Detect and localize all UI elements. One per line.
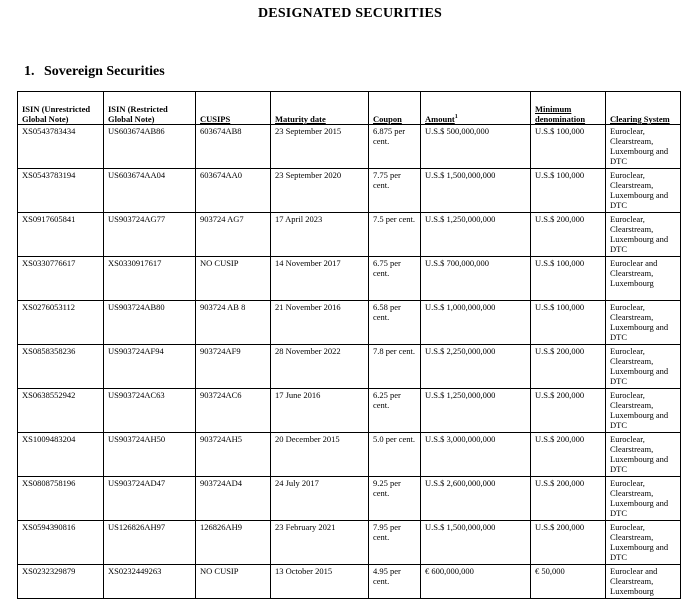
cell-amount: U.S.$ 1,500,000,000 — [421, 521, 531, 565]
table-row — [18, 433, 681, 477]
cell-minimum-denomination: U.S.$ 100,000 — [531, 125, 606, 169]
cell-amount: U.S.$ 2,250,000,000 — [421, 345, 531, 389]
cell-coupon: 6.25 per cent. — [369, 389, 421, 433]
table-row — [18, 125, 681, 169]
cell-isin-unrestricted: XS0858358236 — [18, 345, 104, 389]
cell-clearing-system: Euroclear, Clearstream, Luxembourg and DTC — [606, 345, 681, 389]
cell-amount: U.S.$ 2,600,000,000 — [421, 477, 531, 521]
cell-coupon: 4.95 per cent. — [369, 565, 421, 599]
cell-cusip: 603674AB8 — [196, 125, 271, 169]
cell-amount: U.S.$ 700,000,000 — [421, 257, 531, 301]
cell-amount: € 600,000,000 — [421, 565, 531, 599]
cell-maturity-date: 17 June 2016 — [271, 389, 369, 433]
cell-isin-restricted: US903724AH50 — [104, 433, 196, 477]
cell-isin-unrestricted: XS0276053112 — [18, 301, 104, 345]
cell-cusip: 903724AD4 — [196, 477, 271, 521]
cell-amount: U.S.$ 1,250,000,000 — [421, 213, 531, 257]
cell-isin-unrestricted: XS0330776617 — [18, 257, 104, 301]
cell-isin-restricted: US903724AD47 — [104, 477, 196, 521]
cell-coupon: 6.875 per cent. — [369, 125, 421, 169]
cell-isin-restricted: US903724AC63 — [104, 389, 196, 433]
header-isin-restricted: ISIN (Restricted Global Note) — [104, 92, 196, 125]
cell-isin-unrestricted: XS0917605841 — [18, 213, 104, 257]
cell-isin-unrestricted: XS0594390816 — [18, 521, 104, 565]
table-row — [18, 345, 681, 389]
cell-isin-unrestricted: XS0638552942 — [18, 389, 104, 433]
cell-amount: U.S.$ 1,500,000,000 — [421, 169, 531, 213]
cell-cusip: 903724AH5 — [196, 433, 271, 477]
cell-isin-restricted: US126826AH97 — [104, 521, 196, 565]
cell-minimum-denomination: U.S.$ 100,000 — [531, 169, 606, 213]
cell-cusip: NO CUSIP — [196, 565, 271, 599]
cell-isin-unrestricted: XS0543783194 — [18, 169, 104, 213]
cell-clearing-system: Euroclear, Clearstream, Luxembourg and DTC — [606, 213, 681, 257]
header-minimum-denomination: Minimum denomination — [531, 92, 606, 125]
section-title: Sovereign Securities — [44, 64, 165, 79]
cell-amount: U.S.$ 1,250,000,000 — [421, 389, 531, 433]
cell-cusip: 126826AH9 — [196, 521, 271, 565]
document-title: DESIGNATED SECURITIES — [257, 6, 443, 21]
cell-cusip: NO CUSIP — [196, 257, 271, 301]
cell-amount: U.S.$ 1,000,000,000 — [421, 301, 531, 345]
cell-clearing-system: Euroclear and Clearstream, Luxembourg — [606, 257, 681, 301]
table-row — [18, 565, 681, 599]
cell-clearing-system: Euroclear, Clearstream, Luxembourg and DTC — [606, 477, 681, 521]
amount-footnote: 1 — [454, 114, 458, 121]
cell-clearing-system: Euroclear, Clearstream, Luxembourg and DTC — [606, 433, 681, 477]
cell-clearing-system: Euroclear and Clearstream, Luxembourg — [606, 565, 681, 599]
section-heading — [24, 64, 165, 80]
table-row — [18, 477, 681, 521]
header-maturity-date: Maturity date — [271, 92, 369, 125]
cell-clearing-system: Euroclear, Clearstream, Luxembourg and DTC — [606, 125, 681, 169]
cell-coupon: 7.8 per cent. — [369, 345, 421, 389]
section-number: 1. — [24, 64, 35, 79]
cell-minimum-denomination: U.S.$ 200,000 — [531, 213, 606, 257]
cell-isin-restricted: XS0232449263 — [104, 565, 196, 599]
cell-cusip: 903724AF9 — [196, 345, 271, 389]
cell-maturity-date: 24 July 2017 — [271, 477, 369, 521]
cell-maturity-date: 23 February 2021 — [271, 521, 369, 565]
header-cusips: CUSIPS — [196, 92, 271, 125]
cell-minimum-denomination: U.S.$ 200,000 — [531, 433, 606, 477]
cell-clearing-system: Euroclear, Clearstream, Luxembourg and DTC — [606, 301, 681, 345]
cell-coupon: 6.58 per cent. — [369, 301, 421, 345]
table-row — [18, 389, 681, 433]
header-clearing-system: Clearing System — [606, 92, 681, 125]
cell-isin-restricted: US903724AB80 — [104, 301, 196, 345]
cell-isin-unrestricted: XS1009483204 — [18, 433, 104, 477]
table-row — [18, 257, 681, 301]
cell-minimum-denomination: U.S.$ 100,000 — [531, 257, 606, 301]
table-row — [18, 169, 681, 213]
cell-maturity-date: 14 November 2017 — [271, 257, 369, 301]
cell-coupon: 7.5 per cent. — [369, 213, 421, 257]
cell-maturity-date: 28 November 2022 — [271, 345, 369, 389]
cell-isin-unrestricted: XS0808758196 — [18, 477, 104, 521]
designated-securities-table — [17, 91, 681, 599]
cell-minimum-denomination: U.S.$ 200,000 — [531, 389, 606, 433]
cell-maturity-date: 20 December 2015 — [271, 433, 369, 477]
table-header-row — [18, 92, 681, 125]
cell-isin-restricted: US903724AF94 — [104, 345, 196, 389]
cell-coupon: 7.95 per cent. — [369, 521, 421, 565]
cell-minimum-denomination: U.S.$ 200,000 — [531, 521, 606, 565]
cell-coupon: 9.25 per cent. — [369, 477, 421, 521]
table-row — [18, 521, 681, 565]
cell-amount: U.S.$ 500,000,000 — [421, 125, 531, 169]
cell-maturity-date: 17 April 2023 — [271, 213, 369, 257]
cell-maturity-date: 23 September 2020 — [271, 169, 369, 213]
cell-clearing-system: Euroclear, Clearstream, Luxembourg and DTC — [606, 521, 681, 565]
cell-amount: U.S.$ 3,000,000,000 — [421, 433, 531, 477]
cell-isin-restricted: US603674AA04 — [104, 169, 196, 213]
header-coupon: Coupon — [369, 92, 421, 125]
table-row — [18, 213, 681, 257]
cell-coupon: 6.75 per cent. — [369, 257, 421, 301]
table-row — [18, 301, 681, 345]
cell-cusip: 903724AC6 — [196, 389, 271, 433]
cell-clearing-system: Euroclear, Clearstream, Luxembourg and DTC — [606, 169, 681, 213]
cell-maturity-date: 21 November 2016 — [271, 301, 369, 345]
cell-coupon: 7.75 per cent. — [369, 169, 421, 213]
cell-isin-restricted: US603674AB86 — [104, 125, 196, 169]
cell-clearing-system: Euroclear, Clearstream, Luxembourg and DTC — [606, 389, 681, 433]
cell-maturity-date: 13 October 2015 — [271, 565, 369, 599]
cell-cusip: 603674AA0 — [196, 169, 271, 213]
cell-isin-unrestricted: XS0232329879 — [18, 565, 104, 599]
cell-isin-unrestricted: XS0543783434 — [18, 125, 104, 169]
cell-isin-restricted: US903724AG77 — [104, 213, 196, 257]
cell-minimum-denomination: U.S.$ 200,000 — [531, 345, 606, 389]
cell-maturity-date: 23 September 2015 — [271, 125, 369, 169]
cell-minimum-denomination: U.S.$ 100,000 — [531, 301, 606, 345]
cell-minimum-denomination: € 50,000 — [531, 565, 606, 599]
cell-isin-restricted: XS0330917617 — [104, 257, 196, 301]
cell-coupon: 5.0 per cent. — [369, 433, 421, 477]
cell-minimum-denomination: U.S.$ 200,000 — [531, 477, 606, 521]
header-isin-unrestricted: ISIN (Unrestricted Global Note) — [18, 92, 104, 125]
cell-cusip: 903724 AG7 — [196, 213, 271, 257]
header-amount: Amount$^1$ — [421, 92, 531, 125]
cell-cusip: 903724 AB 8 — [196, 301, 271, 345]
